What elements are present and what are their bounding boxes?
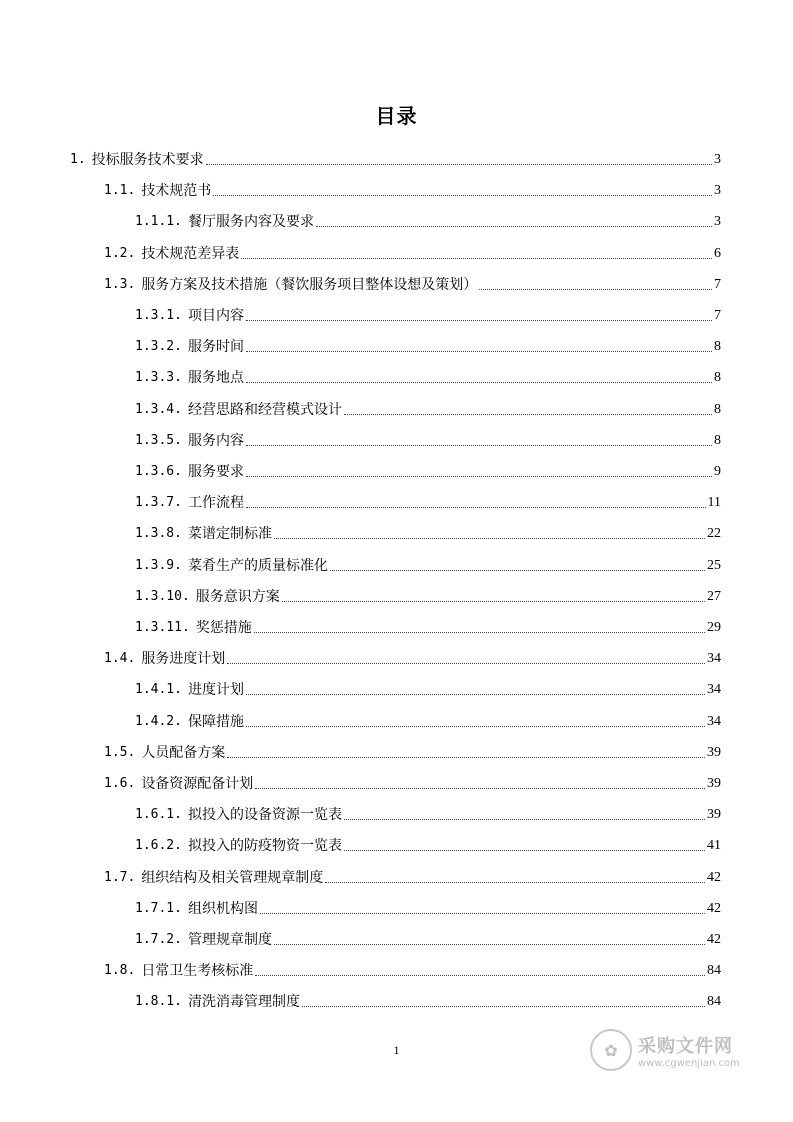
toc-entry-page: 8 xyxy=(714,339,721,355)
toc-dot-leader xyxy=(316,226,712,227)
page-number: 1 xyxy=(393,1043,400,1057)
toc-entry-page: 8 xyxy=(714,401,721,417)
toc-dot-leader xyxy=(255,788,705,789)
toc-entry-page: 8 xyxy=(714,432,721,448)
shield-logo-icon: ✿ xyxy=(590,1029,632,1071)
toc-entry-title: 经营思路和经营模式设计 xyxy=(187,401,342,418)
toc-entry[interactable] xyxy=(104,637,721,668)
toc-dot-leader xyxy=(274,944,705,945)
toc-entry-page: 42 xyxy=(707,869,721,885)
toc-entry-number: 1.4.2. xyxy=(135,713,182,729)
toc-dot-leader xyxy=(330,570,705,571)
toc-entry-number: 1.3.5. xyxy=(135,432,182,448)
toc-entry-number: 1.3.9. xyxy=(135,557,182,573)
toc-entry-title: 设备资源配备计划 xyxy=(141,776,254,792)
toc-entry[interactable] xyxy=(135,450,721,481)
toc-entry[interactable] xyxy=(135,575,721,606)
toc-entry[interactable] xyxy=(135,824,721,855)
toc-entry-page: 8 xyxy=(714,370,721,386)
toc-entry[interactable] xyxy=(104,856,721,887)
toc-dot-leader xyxy=(479,289,712,290)
toc-entry[interactable] xyxy=(135,668,721,699)
toc-entry-title: 管理规章制度 xyxy=(187,932,272,948)
watermark xyxy=(590,1026,750,1074)
toc-entry-number: 1.8. xyxy=(104,963,136,979)
toc-entry-number: 1.3.4. xyxy=(135,401,182,417)
toc-entry-title: 服务进度计划 xyxy=(141,651,226,668)
toc-entry[interactable] xyxy=(135,481,721,512)
toc-dot-leader xyxy=(241,258,712,259)
toc-entry-number: 1.7.2. xyxy=(135,932,182,947)
toc-dot-leader xyxy=(227,757,705,758)
toc-entry[interactable] xyxy=(135,325,721,356)
toc-entry-number: 1.2. xyxy=(104,245,136,261)
toc-entry-number: 1.3.1. xyxy=(135,308,182,323)
toc-entry-title: 餐厅服务内容及要求 xyxy=(187,214,314,231)
toc-entry-number: 1.3.2. xyxy=(135,339,182,355)
toc-entry-number: 1.7. xyxy=(104,869,136,885)
toc-dot-leader xyxy=(274,538,705,539)
toc-entry[interactable] xyxy=(135,512,721,543)
toc-entry[interactable] xyxy=(104,169,721,200)
toc-entry-title: 拟投入的防疫物资一览表 xyxy=(187,838,342,855)
toc-entry-title: 拟投入的设备资源一览表 xyxy=(187,807,342,824)
toc-entry[interactable] xyxy=(104,949,721,980)
toc-entry-title: 服务要求 xyxy=(187,464,244,480)
toc-entry-number: 1.6. xyxy=(104,776,136,791)
toc-entry-number: 1.4.1. xyxy=(135,682,182,698)
toc-entry-number: 1.3.11. xyxy=(135,620,190,635)
toc-entry[interactable] xyxy=(135,294,721,325)
toc-entry-page: 39 xyxy=(707,744,721,760)
toc-entry[interactable] xyxy=(135,887,721,918)
toc-dot-leader xyxy=(325,882,705,883)
toc-dot-leader xyxy=(255,975,705,976)
toc-entry-title: 服务内容 xyxy=(187,432,244,449)
toc-entry-title: 日常卫生考核标准 xyxy=(141,963,254,980)
toc-dot-leader xyxy=(246,320,712,321)
toc-dot-leader xyxy=(227,663,705,664)
toc-entry-number: 1. xyxy=(70,152,86,167)
toc-entry-page: 34 xyxy=(707,651,721,667)
toc-dot-leader xyxy=(206,164,712,165)
toc-dot-leader xyxy=(260,913,705,914)
toc-entry[interactable] xyxy=(135,918,721,949)
toc-entry-title: 技术规范书 xyxy=(141,183,212,200)
toc-entry-title: 组织机构图 xyxy=(187,900,258,917)
toc-entry-page: 34 xyxy=(707,682,721,698)
toc-entry[interactable] xyxy=(104,731,721,762)
toc-entry-title: 服务时间 xyxy=(187,339,244,356)
toc-entry-page: 3 xyxy=(714,183,721,199)
toc-entry[interactable] xyxy=(104,232,721,263)
toc-dot-leader xyxy=(344,819,705,820)
toc-entry-number: 1.1.1. xyxy=(135,214,182,230)
toc-entry-title: 人员配备方案 xyxy=(141,744,226,761)
toc-entry-number: 1.7.1. xyxy=(135,900,182,916)
toc-entry-title: 服务方案及技术措施（餐饮服务项目整体设想及策划） xyxy=(141,276,478,293)
watermark-url: www.cgwenjian.com xyxy=(638,1057,740,1069)
toc-entry-page: 25 xyxy=(707,557,721,573)
toc-entry-page: 7 xyxy=(714,308,721,323)
toc-entry-title: 工作流程 xyxy=(187,495,244,512)
toc-entry[interactable] xyxy=(135,980,721,1011)
toc-dot-leader xyxy=(344,850,705,851)
toc-entry-title: 服务意识方案 xyxy=(195,588,280,605)
toc-entry-number: 1.3.6. xyxy=(135,464,182,479)
toc-entry-title: 组织结构及相关管理规章制度 xyxy=(141,869,324,886)
toc-entry-number: 1.6.1. xyxy=(135,807,182,823)
toc-entry-title: 服务地点 xyxy=(187,370,244,387)
toc-entry-page: 84 xyxy=(707,963,721,979)
toc-entry[interactable] xyxy=(135,544,721,575)
toc-dot-leader xyxy=(246,382,712,383)
toc-entry[interactable] xyxy=(135,419,721,450)
toc-entry-page: 3 xyxy=(714,214,721,230)
toc-entry[interactable] xyxy=(135,606,721,637)
toc-entry[interactable] xyxy=(70,138,721,169)
toc-entry-title: 奖惩措施 xyxy=(195,620,252,636)
toc-entry-title: 项目内容 xyxy=(187,308,244,324)
toc-entry-page: 11 xyxy=(707,495,721,511)
toc-entry-number: 1.3.8. xyxy=(135,526,182,542)
toc-entry-number: 1.3.7. xyxy=(135,495,182,511)
watermark-text: 采购文件网 xyxy=(638,1035,733,1057)
toc-entry-number: 1.5. xyxy=(104,744,136,760)
toc-dot-leader xyxy=(246,694,705,695)
toc-entry-page: 39 xyxy=(707,807,721,823)
toc-entry-title: 菜肴生产的质量标准化 xyxy=(187,557,328,574)
toc-entry-page: 29 xyxy=(707,620,721,635)
toc-entry[interactable] xyxy=(135,793,721,824)
toc-entry-number: 1.3. xyxy=(104,276,136,292)
toc-entry-page: 41 xyxy=(707,838,721,854)
toc-entry-number: 1.4. xyxy=(104,651,136,667)
toc-entry-page: 22 xyxy=(707,526,721,542)
toc-dot-leader xyxy=(246,351,712,352)
toc-entry[interactable] xyxy=(135,356,721,387)
toc-title: 目录 xyxy=(375,104,418,128)
toc-entry-page: 39 xyxy=(707,776,721,791)
toc-entry-page: 42 xyxy=(707,932,721,947)
toc-entry-title: 保障措施 xyxy=(187,713,244,730)
toc-dot-leader xyxy=(302,1006,705,1007)
toc-entry-title: 进度计划 xyxy=(187,682,244,699)
toc-entry-number: 1.8.1. xyxy=(135,994,182,1010)
toc-dot-leader xyxy=(282,601,705,602)
toc-entry[interactable] xyxy=(135,200,721,231)
toc-entry-page: 42 xyxy=(707,900,721,916)
toc-dot-leader xyxy=(213,195,712,196)
toc-entry-title: 菜谱定制标准 xyxy=(187,526,272,543)
toc-dot-leader xyxy=(246,726,705,727)
toc-entry-page: 9 xyxy=(714,464,721,479)
toc-entry[interactable] xyxy=(104,762,721,793)
toc-entry-page: 84 xyxy=(707,994,721,1010)
toc-dot-leader xyxy=(246,476,712,477)
toc-entry-page: 7 xyxy=(714,276,721,292)
toc-entry-title: 技术规范差异表 xyxy=(141,245,240,262)
toc-entry[interactable] xyxy=(135,388,721,419)
toc-dot-leader xyxy=(344,414,712,415)
toc-entry-number: 1.6.2. xyxy=(135,838,182,854)
toc-entry-number: 1.3.10. xyxy=(135,588,190,604)
toc-entry[interactable] xyxy=(104,263,721,294)
toc-entry-number: 1.1. xyxy=(104,183,136,199)
toc-entry-title: 投标服务技术要求 xyxy=(91,152,204,168)
toc-entry-page: 6 xyxy=(714,245,721,261)
toc-entry-page: 34 xyxy=(707,713,721,729)
toc-dot-leader xyxy=(246,507,706,508)
toc-entry[interactable] xyxy=(135,700,721,731)
toc-entry-title: 清洗消毒管理制度 xyxy=(187,994,300,1011)
toc-dot-leader xyxy=(254,632,705,633)
toc-entry-page: 3 xyxy=(714,152,721,167)
toc-dot-leader xyxy=(246,445,712,446)
toc-entry-number: 1.3.3. xyxy=(135,370,182,386)
toc-entry-page: 27 xyxy=(707,588,721,604)
